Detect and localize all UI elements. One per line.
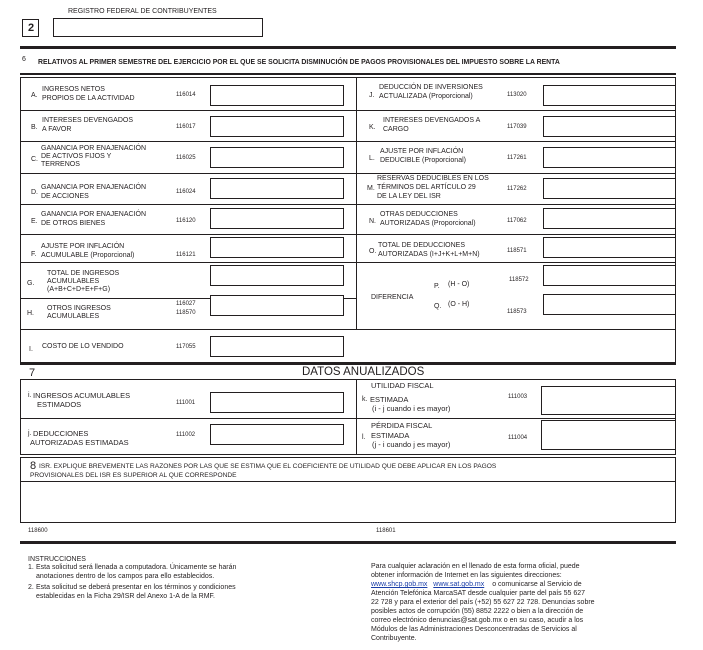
row-d-input[interactable] — [210, 178, 344, 199]
row-f-sep — [20, 262, 356, 263]
row-c-line1: GANANCIA POR ENAJENACIÓN — [41, 145, 147, 152]
row-l-sep — [356, 173, 676, 174]
row-e-line2: DE OTROS BIENES — [41, 220, 106, 227]
row-h-line1: OTROS INGRESOS — [47, 305, 111, 312]
row-c-line3: TERRENOS — [41, 161, 80, 168]
row-j7-line2: AUTORIZADAS ESTIMADAS — [30, 438, 129, 447]
row-m-line3: DE LA LEY DEL ISR — [377, 193, 441, 200]
rfc-input[interactable] — [53, 18, 263, 37]
row-j7-input[interactable] — [210, 424, 344, 445]
row-j7-code: 111002 — [176, 432, 196, 438]
row-k7-input[interactable] — [541, 386, 676, 415]
section-8-textarea[interactable] — [20, 481, 676, 523]
row-m-code: 117262 — [507, 186, 527, 192]
row-i7-input[interactable] — [210, 392, 344, 413]
contact-line6: posibles actos de corrupción (55) 8852 2222 o bien a la dirección de — [371, 608, 584, 615]
row-o-letter: O. — [369, 248, 377, 255]
row-n-input[interactable] — [543, 208, 676, 229]
row-h-sep — [20, 329, 676, 330]
p-code: 118572 — [509, 277, 529, 283]
row-h-code2: 118570 — [176, 310, 196, 316]
row-e-code: 116120 — [176, 218, 196, 224]
section-6-top-rule — [20, 46, 676, 49]
row-j7-letter: j. — [28, 430, 32, 437]
row-k7-line3: (i - j cuando i es mayor) — [372, 404, 451, 413]
row-h-input[interactable] — [210, 295, 344, 316]
section-7-title: DATOS ANUALIZADOS — [302, 366, 425, 378]
section-7-number: 7 — [29, 367, 36, 379]
row-m-line1: RESERVAS DEDUCIBLES EN LOS — [377, 175, 489, 182]
row-b-sep — [20, 141, 356, 142]
rfc-label: REGISTRO FEDERAL DE CONTRIBUYENTES — [68, 8, 217, 15]
row-n-line1: OTRAS DEDUCCIONES — [380, 211, 458, 218]
row-i-line1: COSTO DE LO VENDIDO — [42, 343, 124, 350]
row-k-line1: INTERESES DEVENGADOS A — [383, 117, 481, 124]
row-c-line2: DE ACTIVOS FIJOS Y — [41, 153, 112, 160]
row-e-letter: E. — [31, 218, 38, 225]
row-f-input[interactable] — [210, 237, 344, 258]
row-k-code: 117039 — [507, 124, 527, 130]
section-8-line2: PROVISIONALES DEL ISR ES SUPERIOR AL QUE CORRESPONDE — [30, 472, 237, 479]
footer-top-rule — [20, 541, 676, 544]
row-a-code: 116014 — [176, 92, 196, 98]
row-k7-code: 111003 — [508, 394, 528, 400]
row-i-input[interactable] — [210, 336, 344, 357]
section-7-mid-sep — [20, 418, 676, 419]
q-formula: (O - H) — [448, 301, 470, 308]
row-j-code: 113020 — [507, 92, 527, 98]
section-8-code-left: 118600 — [28, 528, 48, 534]
row-j-letter: J. — [369, 92, 375, 99]
row-o-code: 118571 — [507, 248, 527, 254]
row-i-letter: I. — [29, 346, 33, 353]
section-6-divider — [356, 77, 357, 329]
row-c-sep — [20, 173, 356, 174]
instruction-1-num: 1. — [28, 564, 34, 571]
section-8-number: 8 — [30, 460, 37, 472]
section-2-number: 2 — [28, 22, 35, 34]
row-c-input[interactable] — [210, 147, 344, 168]
row-d-sep — [20, 204, 356, 205]
contact-line1: Para cualquier aclaración en el llenado de esta forma oficial, puede — [371, 563, 580, 570]
section-8-line1: ISR. EXPLIQUE BREVEMENTE LAS RAZONES POR LAS QUE SE ESTIMA QUE EL COEFICIENTE DE UTILIDAD QUE DEBE APLICAR EN LOS PAGOS — [39, 463, 497, 470]
row-o-sep — [356, 262, 676, 263]
contact-line3 — [371, 581, 582, 590]
row-k7-line2: ESTIMADA — [370, 395, 409, 404]
row-h-letter: H. — [27, 310, 34, 317]
row-g-line1: TOTAL DE INGRESOS — [47, 270, 120, 277]
row-f-code: 116121 — [176, 252, 196, 258]
row-b-line2: A FAVOR — [42, 126, 72, 133]
row-l-input[interactable] — [543, 147, 676, 168]
row-k7-line1: UTILIDAD FISCAL — [371, 381, 434, 390]
row-l7-letter: l. — [362, 434, 366, 441]
row-k7-letter: k. — [362, 396, 368, 403]
row-a-line2: PROPIOS DE LA ACTIVIDAD — [42, 95, 135, 102]
row-g-line2: ACUMULABLES — [47, 278, 100, 285]
contact-line2: obtener información de Internet en las siguientes direcciones: — [371, 572, 562, 579]
row-h-line2: ACUMULABLES — [47, 313, 100, 320]
row-n-sep — [356, 234, 676, 235]
row-m-line2: TÉRMINOS DEL ARTÍCULO 29 — [377, 184, 476, 191]
q-letter: Q. — [434, 303, 442, 310]
instruction-1-line1: Esta solicitud será llenada a computadora. Únicamente se harán — [36, 564, 237, 571]
row-b-input[interactable] — [210, 116, 344, 137]
row-l7-input[interactable] — [541, 420, 676, 450]
instructions-title: INSTRUCCIONES — [28, 556, 86, 563]
row-j-line2: ACTUALIZADA (Proporcional) — [379, 93, 473, 100]
row-k-line2: CARGO — [383, 126, 409, 133]
contact-line4: Atención Telefónica MarcaSAT desde cualquier parte del país 55 627 — [371, 590, 586, 597]
row-o-line1: TOTAL DE DEDUCCIONES — [378, 242, 465, 249]
row-i7-code: 111001 — [176, 400, 196, 406]
row-a-letter: A. — [31, 92, 38, 99]
row-d-code: 116024 — [176, 189, 196, 195]
p-formula: (H - O) — [448, 281, 470, 288]
row-l7-code: 111004 — [508, 435, 528, 441]
row-i7-letter: i. — [28, 392, 32, 399]
row-l-code: 117261 — [507, 155, 527, 161]
row-a-input[interactable] — [210, 85, 344, 106]
row-c-code: 116025 — [176, 155, 196, 161]
p-letter: P. — [434, 283, 440, 290]
sat-link[interactable]: www.sat.gob.mx — [433, 581, 485, 588]
row-l-line1: AJUSTE POR INFLACIÓN — [380, 148, 464, 155]
instruction-2-line1: Esta solicitud se deberá presentar en los términos y condiciones — [36, 584, 236, 591]
row-o-input[interactable] — [543, 237, 676, 258]
row-m-letter: M. — [367, 185, 375, 192]
contact-line7: correo electrónico denuncias@sat.gob.mx o en su caso, acudir a los — [371, 617, 584, 624]
link-separator — [429, 581, 431, 588]
row-l-letter: L. — [369, 155, 375, 162]
row-l7-line2: ESTIMADA — [371, 431, 410, 440]
row-i-code: 117055 — [176, 344, 196, 350]
row-j-line1: DEDUCCIÓN DE INVERSIONES — [379, 84, 483, 91]
row-j-input[interactable] — [543, 85, 676, 106]
section-6-title-rule — [20, 73, 676, 75]
p-input[interactable] — [543, 265, 676, 286]
contact-line5: 22 728 y para el exterior del país (+52) 55 627 22 728. Denuncias sobre — [371, 599, 595, 606]
row-n-letter: N. — [369, 218, 376, 225]
row-l7-line3: (j - i cuando j es mayor) — [372, 440, 451, 449]
row-o-line2: AUTORIZADAS (I+J+K+L+M+N) — [378, 251, 480, 258]
row-d-line1: GANANCIA POR ENAJENACIÓN — [41, 184, 147, 191]
row-e-line1: GANANCIA POR ENAJENACIÓN — [41, 211, 147, 218]
row-g-line3: (A+B+C+D+E+F+G) — [47, 286, 111, 293]
row-i7-line1: INGRESOS ACUMULABLES — [33, 391, 131, 400]
row-b-code: 116017 — [176, 124, 196, 130]
section-8-code-right: 118601 — [376, 528, 396, 534]
row-a-sep — [20, 110, 356, 111]
instruction-1-line2: anotaciones dentro de los campos para ello establecidos. — [36, 573, 215, 580]
row-m-input[interactable] — [543, 178, 676, 199]
row-f-line1: AJUSTE POR INFLACIÓN — [41, 243, 125, 250]
row-j7-line1: DEDUCCIONES — [33, 429, 89, 438]
row-e-sep — [20, 234, 356, 235]
row-b-line1: INTERESES DEVENGADOS — [42, 117, 134, 124]
contact-line8: Módulos de las Administraciones Desconcentradas de Servicios al — [371, 626, 577, 633]
row-n-line2: AUTORIZADAS (Proporcional) — [380, 220, 476, 227]
row-l7-line1: PÉRDIDA FISCAL — [371, 421, 433, 430]
shcp-link[interactable]: www.shcp.gob.mx — [371, 581, 428, 588]
row-c-letter: C. — [31, 156, 38, 163]
row-i7-line2: ESTIMADOS — [37, 400, 82, 409]
instruction-2-line2: establecidas en la Ficha 29/ISR del Anexo 1-A de la RMF. — [36, 593, 215, 600]
row-g-letter: G. — [27, 280, 35, 287]
section-6-number: 6 — [22, 56, 26, 63]
section-7-top-rule — [20, 363, 676, 365]
row-e-input[interactable] — [210, 208, 344, 229]
row-l-line2: DEDUCIBLE (Proporcional) — [380, 157, 466, 164]
row-d-letter: D. — [31, 189, 38, 196]
row-j-sep — [356, 110, 676, 111]
row-k-sep — [356, 141, 676, 142]
row-b-letter: B. — [31, 124, 38, 131]
q-input[interactable] — [543, 294, 676, 315]
row-h-code: 116027 — [176, 301, 196, 307]
row-d-line2: DE ACCIONES — [41, 193, 89, 200]
row-k-input[interactable] — [543, 116, 676, 137]
row-f-line2: ACUMULABLE (Proporcional) — [41, 252, 135, 259]
instruction-2-num: 2. — [28, 584, 34, 591]
q-code: 118573 — [507, 309, 527, 315]
section-6-title: RELATIVOS AL PRIMER SEMESTRE DEL EJERCICIO POR EL QUE SE SOLICITA DISMINUCIÓN DE PAGOS PROVISIONALES DEL IMPUESTO SOBRE LA RENTA — [38, 59, 560, 66]
row-g-input[interactable] — [210, 265, 344, 286]
contact-line9: Contribuyente. — [371, 635, 417, 642]
diferencia-label: DIFERENCIA — [371, 294, 414, 301]
row-n-code: 117062 — [507, 218, 527, 224]
row-m-sep — [356, 204, 676, 205]
row-f-letter: F. — [31, 251, 37, 258]
section-7-divider — [356, 379, 357, 455]
contact-line3-rest: o comunicarse al Servicio de — [492, 581, 582, 588]
row-a-line1: INGRESOS NETOS — [42, 86, 105, 93]
row-k-letter: K. — [369, 124, 376, 131]
